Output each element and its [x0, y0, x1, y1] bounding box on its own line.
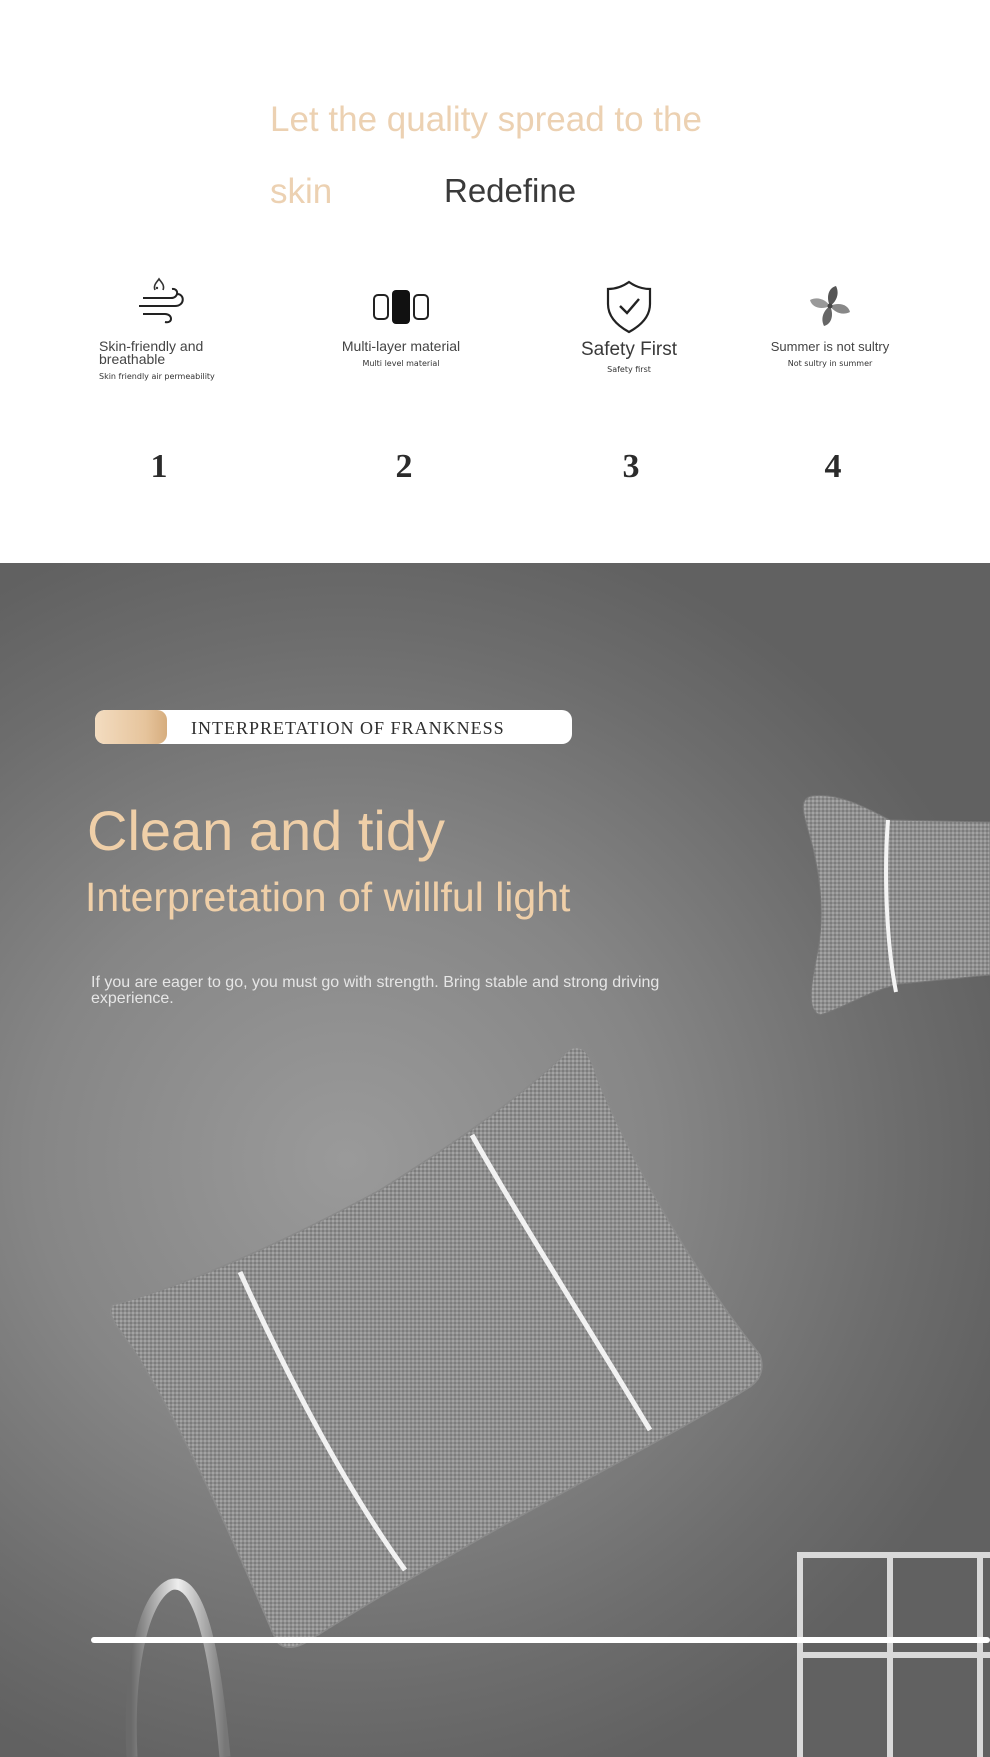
feature-subtitle: Multi level material	[362, 359, 440, 368]
feature-title: Summer is not sultry	[770, 339, 890, 354]
feature-subtitle: Safety first	[607, 365, 651, 374]
divider-line	[91, 1637, 990, 1643]
feature-number: 2	[395, 448, 413, 485]
feature-number: 3	[622, 448, 640, 485]
hero-title: Clean and tidy	[87, 799, 446, 862]
badge-label: INTERPRETATION OF FRANKNESS	[191, 718, 505, 738]
feature-subtitle: Skin friendly air permeability	[99, 372, 215, 381]
feature-number: 1	[150, 448, 168, 485]
hero-description: If you are eager to go, you must go with strength. Bring stable and strong driving experience.	[91, 974, 660, 1007]
headline-accent: Redefine	[444, 172, 577, 209]
feature-title: Multi-layer material	[341, 338, 461, 354]
waist-pillow-image	[111, 1047, 762, 1647]
hero-subtitle: Interpretation of willful light	[85, 874, 571, 920]
metal-arch-decoration	[131, 1584, 225, 1757]
feature-title: Skin-friendly and breathable	[99, 338, 204, 367]
metal-grid-decoration	[800, 1555, 990, 1757]
neck-pillow-image	[803, 795, 990, 1015]
badge-accent	[95, 710, 167, 744]
headline-line-2: skin	[270, 172, 333, 211]
feature-number: 4	[824, 448, 842, 485]
headline-line-1: Let the quality spread to the	[270, 100, 702, 139]
feature-subtitle: Not sultry in summer	[787, 359, 873, 368]
section-badge	[95, 710, 572, 744]
feature-title: Safety First	[580, 339, 678, 360]
